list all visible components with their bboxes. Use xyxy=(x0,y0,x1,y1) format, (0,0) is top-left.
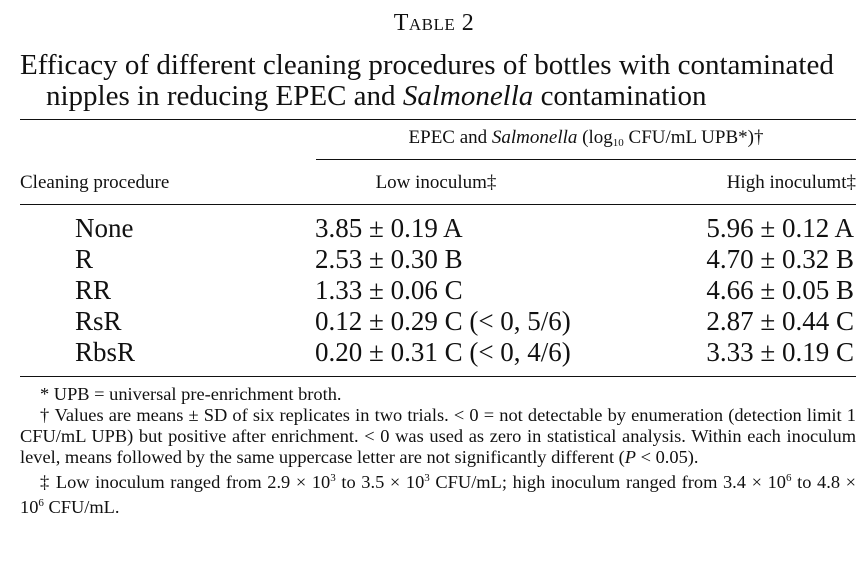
column-group-rule xyxy=(316,159,856,160)
footnote-upb: * UPB = universal pre-enrichment broth. xyxy=(40,384,342,404)
cell-high-inoculum: 4.70 ± 0.32 B xyxy=(706,244,854,274)
table-label: Table 2 xyxy=(393,10,475,36)
cell-procedure: None xyxy=(75,213,134,243)
cell-low-inoculum: 1.33 ± 0.06 C xyxy=(315,275,463,305)
table-row xyxy=(0,337,868,368)
cell-low-inoculum: 2.53 ± 0.30 B xyxy=(315,244,463,274)
table-footnotes xyxy=(20,384,856,518)
cell-low-inoculum: 0.20 ± 0.31 C (< 0, 4/6) xyxy=(315,337,571,367)
footnote-dagger: † Values are means ± SD of six replicates in two trials. < 0 = not detectable by enumeration (detection limit 1 CFU/mL UPB) but positive after enrichment. < 0 was used as zero in statistical analysis. Within each inoculum level, means followed by the same uppercase letter are not significantly different (P < 0.05). xyxy=(20,405,856,467)
top-rule xyxy=(20,119,856,120)
cell-high-inoculum: 2.87 ± 0.44 C xyxy=(706,306,854,336)
cell-high-inoculum: 4.66 ± 0.05 B xyxy=(706,275,854,305)
column-group-header: EPEC and Salmonella ($\log_{10}$ CFU/mL UPB*)† xyxy=(408,127,764,149)
cell-procedure: RR xyxy=(75,275,112,305)
cell-high-inoculum: 3.33 ± 0.19 C xyxy=(706,337,854,367)
table-row xyxy=(0,213,868,244)
table-row xyxy=(0,244,868,275)
cell-high-inoculum: 5.96 ± 0.12 A xyxy=(706,213,854,243)
table-body xyxy=(0,213,868,368)
table-row xyxy=(0,275,868,306)
table-row xyxy=(0,306,868,337)
table-title xyxy=(20,50,860,112)
title-line2: nipples in reducing EPEC and Salmonella contamination xyxy=(46,80,707,112)
cell-procedure: RsR xyxy=(75,306,122,336)
header-cleaning-procedure: Cleaning procedure xyxy=(20,172,170,193)
title-line1: Efficacy of different cleaning procedures of bottles with contaminated xyxy=(20,49,834,81)
footnote-double-dagger: ‡ Low inoculum ranged from $2.9 \times 10^3$ to $3.5 \times 10^3$ CFU/mL; high inoculum ranged from $3.4 \times 10^6$ to $4.8 \times 10^6$ CFU/mL. xyxy=(20,472,857,518)
header-low-inoculum: Low inoculum‡ xyxy=(375,172,497,193)
cell-procedure: R xyxy=(75,244,94,274)
bottom-rule xyxy=(20,376,856,377)
cell-procedure: RbsR xyxy=(75,337,136,367)
cell-low-inoculum: 3.85 ± 0.19 A xyxy=(315,213,463,243)
header-rule xyxy=(20,204,856,205)
cell-low-inoculum: 0.12 ± 0.29 C (< 0, 5/6) xyxy=(315,306,571,336)
header-high-inoculum: High inoculumt‡ xyxy=(726,172,856,193)
